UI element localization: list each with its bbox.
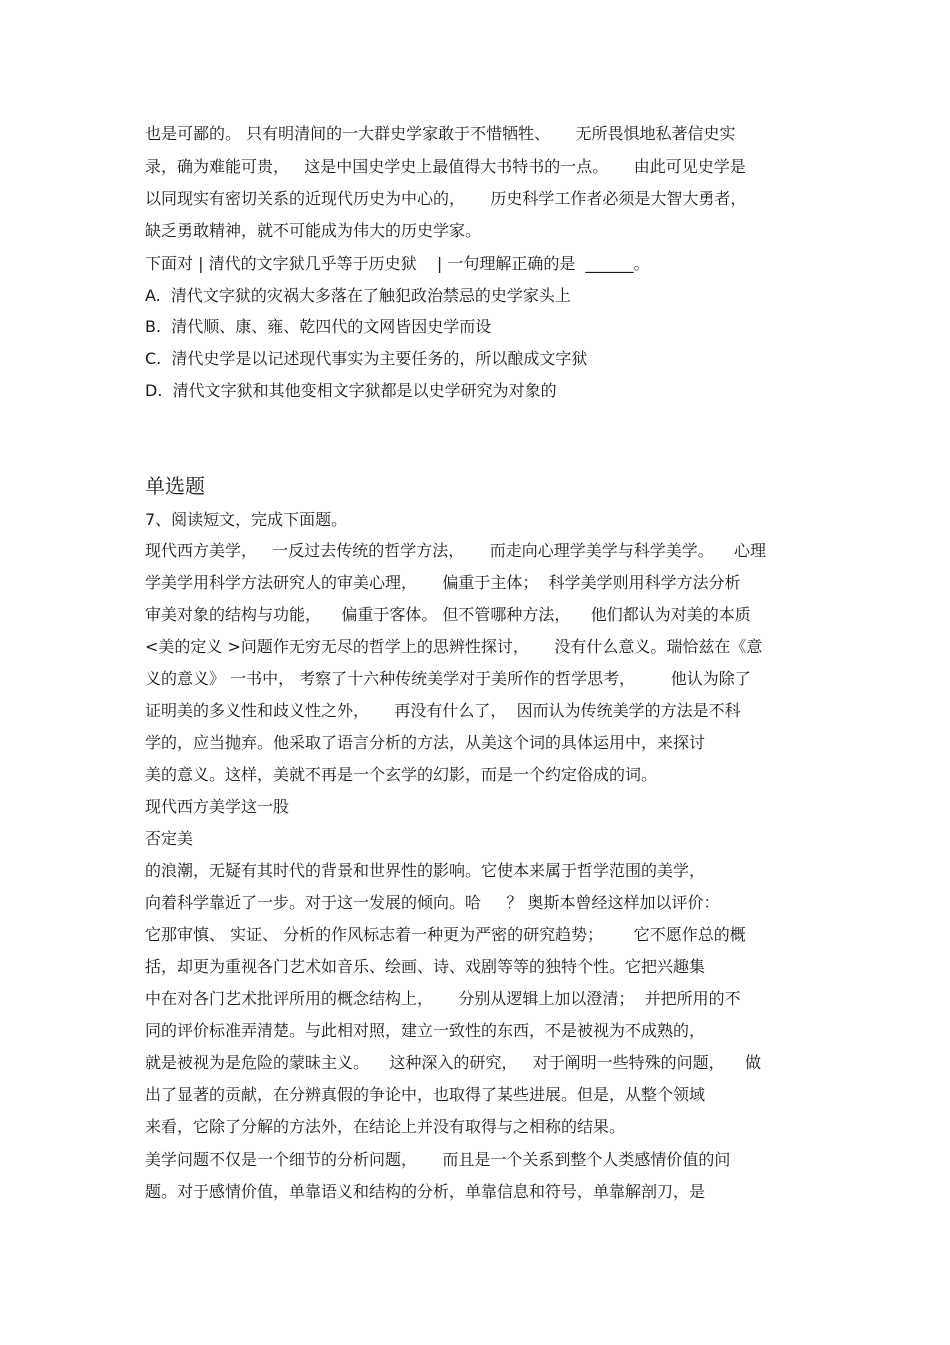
passage-line: 以同现实有密切关系的近现代历史为中心的， 历史科学工作者必须是大智大勇者，	[145, 189, 747, 208]
passage-line: 出了显著的贡献，在分辨真假的争论中，也取得了某些进展。但是，从整个领域	[145, 1085, 706, 1104]
question-number-line: 7、阅读短文，完成下面题。	[145, 510, 348, 529]
passage-line: 的浪潮，无疑有其时代的背景和世界性的影响。它使本来属于哲学范围的美学，	[145, 861, 706, 880]
passage-line: 就是被视为是危险的蒙昧主义。 这种深入的研究， 对于阐明一些特殊的问题， 做	[145, 1053, 761, 1072]
option-a: A. 清代文字狱的灾祸大多落在了触犯政治禁忌的史学家头上	[145, 286, 571, 305]
passage-line: <美的定义 >问题作无穷无尽的哲学上的思辨性探讨， 没有什么意义。瑞恰兹在《意	[145, 637, 763, 656]
passage-line: 义的意义》 一书中， 考察了十六种传统美学对于美所作的哲学思考， 他认为除了	[145, 669, 751, 688]
option-c: C. 清代史学是以记述现代事实为主要任务的，所以酿成文字狱	[145, 349, 588, 368]
passage-line: 它那审慎、 实证、 分析的作风标志着一种更为严密的研究趋势； 它不愿作总的概	[145, 925, 746, 944]
section-heading: 单选题	[145, 474, 205, 498]
passage-line: 学的，应当抛弃。他采取了语言分析的方法，从美这个词的具体运用中，来探讨	[145, 733, 706, 752]
passage-line: 学美学用科学方法研究人的审美心理， 偏重于主体； 科学美学则用科学方法分析	[145, 573, 741, 592]
passage-line: 美学问题不仅是一个细节的分析问题， 而且是一个关系到整个人类感情价值的问	[145, 1150, 731, 1169]
passage-line: 录，确为难能可贵， 这是中国史学史上最值得大书特书的一点。 由此可见史学是	[145, 157, 746, 176]
question-stem: 下面对 | 清代的文字狱几乎等于历史狱 | 一句理解正确的是 ______。	[145, 254, 650, 273]
passage-line: 题。对于感情价值，单靠语义和结构的分析，单靠信息和符号，单靠解剖刀，是	[145, 1182, 706, 1201]
option-d: D. 清代文字狱和其他变相文字狱都是以史学研究为对象的	[145, 381, 557, 400]
passage-line: 现代西方美学这一股	[145, 797, 290, 816]
passage-line: 美的意义。这样，美就不再是一个玄学的幻影，而是一个约定俗成的词。	[145, 765, 658, 784]
option-b: B. 清代顺、康、雍、乾四代的文网皆因史学而设	[145, 317, 492, 336]
passage-line: 缺乏勇敢精神，就不可能成为伟大的历史学家。	[145, 221, 482, 240]
passage-line: 中在对各门艺术批评所用的概念结构上， 分别从逻辑上加以澄清； 并把所用的不	[145, 989, 741, 1008]
passage-line: 审美对象的结构与功能， 偏重于客体。 但不管哪种方法， 他们都认为对美的本质	[145, 605, 751, 624]
passage-line: 同的评价标准弄清楚。与此相对照，建立一致性的东西，不是被视为不成熟的，	[145, 1021, 706, 1040]
passage-line: 来看，它除了分解的方法外，在结论上并没有取得与之相称的结果。	[145, 1117, 626, 1136]
passage-line: 否定美	[145, 829, 194, 848]
passage-line: 括，却更为重视各门艺术如音乐、绘画、诗、戏剧等等的独特个性。它把兴趣集	[145, 957, 706, 976]
passage-line: 证明美的多义性和歧义性之外， 再没有什么了， 因而认为传统美学的方法是不科	[145, 701, 741, 720]
passage-line: 也是可鄙的。 只有明清间的一大群史学家敢于不惜牺牲、 无所畏惧地私著信史实	[145, 124, 736, 143]
passage-line: 现代西方美学， 一反过去传统的哲学方法， 而走向心理学美学与科学美学。 心理	[145, 541, 767, 560]
passage-line: 向着科学靠近了一步。对于这一发展的倾向。哈 ？ 奥斯本曾经这样加以评价：	[145, 893, 720, 912]
